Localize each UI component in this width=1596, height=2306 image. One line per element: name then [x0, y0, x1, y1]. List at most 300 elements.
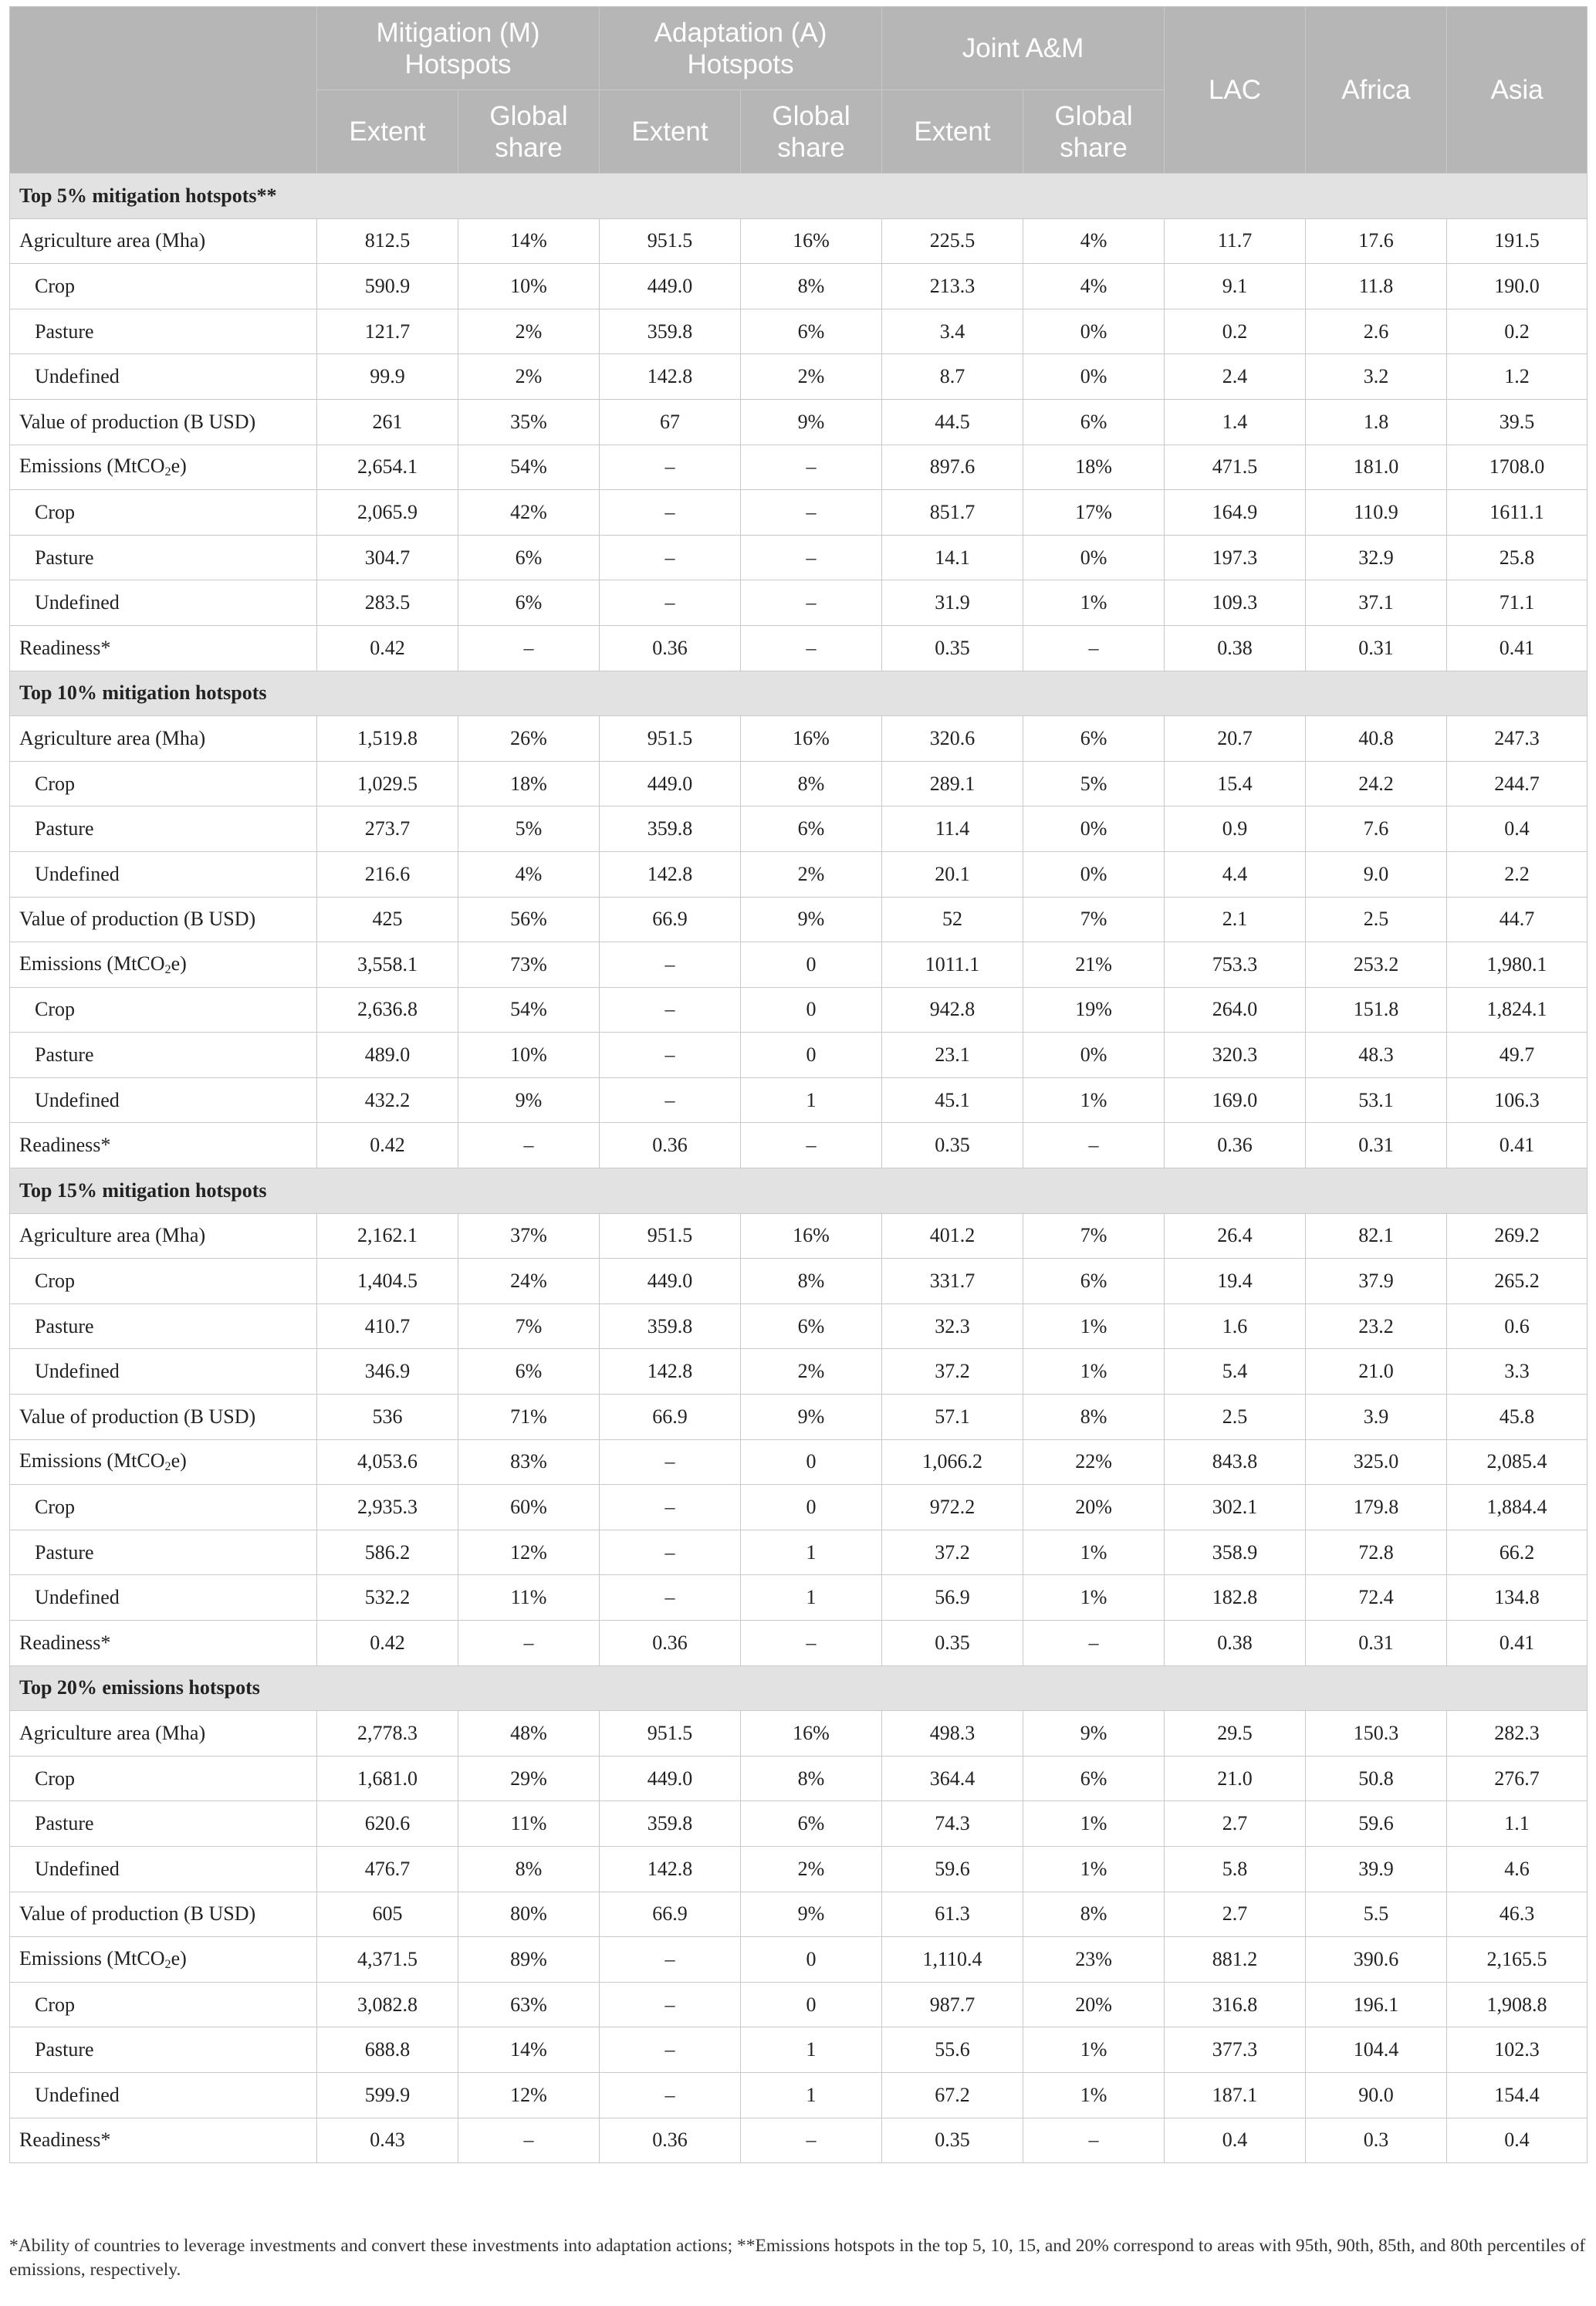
table-cell: 6%: [741, 1801, 882, 1847]
table-cell: –: [1023, 1123, 1165, 1168]
row-label: [10, 1077, 317, 1123]
table-cell: 2,935.3: [317, 1485, 458, 1530]
table-cell: 197.3: [1165, 535, 1306, 580]
row-label: [10, 1213, 317, 1259]
table-cell: –: [741, 580, 882, 626]
table-cell: 0.4: [1165, 2118, 1306, 2163]
row-label: [10, 851, 317, 897]
table-cell: 0.41: [1447, 625, 1588, 671]
table-cell: 498.3: [882, 1711, 1023, 1757]
row-label: [10, 1937, 317, 1983]
table-row: [10, 806, 1588, 852]
table-cell: 17.6: [1306, 218, 1447, 264]
table-cell: 244.7: [1447, 761, 1588, 806]
row-label-suffix: e): [171, 1449, 187, 1473]
table-cell: 56.9: [882, 1575, 1023, 1621]
table-row: [10, 490, 1588, 536]
table-cell: 12%: [458, 2072, 600, 2118]
table-cell: –: [600, 1077, 741, 1123]
row-label-text: Pasture: [35, 320, 94, 343]
header-group-2: Joint A&M: [882, 7, 1165, 90]
table-cell: 44.7: [1447, 897, 1588, 942]
table-cell: –: [600, 445, 741, 490]
row-label: [10, 942, 317, 988]
table-cell: 282.3: [1447, 1711, 1588, 1757]
header-group-1: Adaptation (A) Hotspots: [600, 7, 882, 90]
table-cell: 57.1: [882, 1395, 1023, 1440]
table-cell: –: [600, 2072, 741, 2118]
header-subcolumn-2-1: Global share: [1023, 90, 1165, 174]
table-cell: 532.2: [317, 1575, 458, 1621]
table-cell: 304.7: [317, 535, 458, 580]
table-cell: 6%: [741, 309, 882, 354]
table-cell: 688.8: [317, 2027, 458, 2073]
table-cell: 951.5: [600, 1711, 741, 1757]
table-cell: –: [458, 625, 600, 671]
table-cell: 1.8: [1306, 399, 1447, 445]
table-cell: 3,082.8: [317, 1982, 458, 2027]
row-label-text: Undefined: [35, 1360, 120, 1383]
table-cell: 1: [741, 2027, 882, 2073]
row-label-text: Agriculture area (Mha): [19, 229, 206, 252]
table-cell: 7%: [458, 1303, 600, 1349]
row-label: [10, 1846, 317, 1892]
table-cell: –: [741, 2118, 882, 2163]
table-cell: 181.0: [1306, 445, 1447, 490]
table-cell: 449.0: [600, 264, 741, 309]
table-row: [10, 716, 1588, 762]
table-cell: 12%: [458, 1530, 600, 1575]
table-cell: 72.4: [1306, 1575, 1447, 1621]
table-cell: 11%: [458, 1801, 600, 1847]
table-cell: 182.8: [1165, 1575, 1306, 1621]
row-label: [10, 1530, 317, 1575]
table-cell: 0.6: [1447, 1303, 1588, 1349]
table-cell: 37.9: [1306, 1259, 1447, 1304]
row-label-text: Undefined: [35, 1857, 120, 1880]
table-cell: 8%: [741, 761, 882, 806]
table-cell: 359.8: [600, 1303, 741, 1349]
table-cell: 16%: [741, 716, 882, 762]
table-cell: 121.7: [317, 309, 458, 354]
table-cell: –: [458, 1621, 600, 1666]
section-header-row: [10, 174, 1588, 219]
table-cell: 54%: [458, 445, 600, 490]
table-cell: 1,029.5: [317, 761, 458, 806]
table-cell: 1: [741, 2072, 882, 2118]
table-row: [10, 851, 1588, 897]
table-cell: 390.6: [1306, 1937, 1447, 1983]
table-cell: 0.35: [882, 1123, 1023, 1168]
row-label-text: Pasture: [35, 1812, 94, 1835]
table-cell: –: [600, 987, 741, 1033]
table-cell: 14.1: [882, 535, 1023, 580]
header-subcolumn-2-0: Extent: [882, 90, 1023, 174]
table-cell: 897.6: [882, 445, 1023, 490]
header-subcolumn-0-1: Global share: [458, 90, 600, 174]
table-cell: 605: [317, 1892, 458, 1937]
table-cell: –: [600, 1530, 741, 1575]
header-label-column: [10, 7, 317, 174]
row-label-subscript: 2: [164, 465, 171, 479]
row-label-text: Value of production (B USD): [19, 1902, 256, 1926]
table-cell: 1%: [1023, 580, 1165, 626]
table-cell: 2.7: [1165, 1801, 1306, 1847]
table-cell: 0: [741, 942, 882, 988]
table-cell: –: [600, 535, 741, 580]
table-cell: 2.2: [1447, 851, 1588, 897]
table-cell: 8%: [741, 264, 882, 309]
table-cell: 9%: [1023, 1711, 1165, 1757]
table-cell: 142.8: [600, 851, 741, 897]
table-cell: 216.6: [317, 851, 458, 897]
row-label: [10, 1756, 317, 1801]
table-cell: 0.42: [317, 625, 458, 671]
table-cell: 6%: [741, 1303, 882, 1349]
row-label: [10, 580, 317, 626]
table-cell: 449.0: [600, 1756, 741, 1801]
table-cell: 72.8: [1306, 1530, 1447, 1575]
table-cell: 6%: [1023, 1756, 1165, 1801]
table-cell: 359.8: [600, 1801, 741, 1847]
table-cell: 264.0: [1165, 987, 1306, 1033]
table-cell: 4%: [1023, 264, 1165, 309]
table-row: [10, 445, 1588, 490]
table-cell: 179.8: [1306, 1485, 1447, 1530]
table-cell: 37.2: [882, 1349, 1023, 1395]
table-cell: 106.3: [1447, 1077, 1588, 1123]
table-cell: 44.5: [882, 399, 1023, 445]
table-cell: 377.3: [1165, 2027, 1306, 2073]
table-cell: –: [741, 535, 882, 580]
table-row: [10, 1439, 1588, 1485]
table-cell: –: [741, 1123, 882, 1168]
table-cell: 40.8: [1306, 716, 1447, 762]
row-label-text: Agriculture area (Mha): [19, 1721, 206, 1744]
table-cell: 4.4: [1165, 851, 1306, 897]
table-cell: 1611.1: [1447, 490, 1588, 536]
table-cell: –: [458, 1123, 600, 1168]
table-cell: 987.7: [882, 1982, 1023, 2027]
row-label-text: Pasture: [35, 1314, 94, 1337]
row-label: [10, 625, 317, 671]
table-cell: 16%: [741, 1711, 882, 1757]
table-cell: 6%: [458, 1349, 600, 1395]
section-title: Top 15% mitigation hotspots: [10, 1168, 1588, 1214]
table-cell: –: [600, 1937, 741, 1983]
section-header-row: [10, 1665, 1588, 1711]
table-cell: –: [600, 1982, 741, 2027]
row-label-text: Undefined: [35, 1088, 120, 1111]
table-cell: 39.5: [1447, 399, 1588, 445]
table-cell: 2,654.1: [317, 445, 458, 490]
table-cell: 2.7: [1165, 1892, 1306, 1937]
row-label-text: Crop: [35, 1270, 75, 1293]
table-cell: 590.9: [317, 264, 458, 309]
table-cell: –: [741, 625, 882, 671]
table-cell: 45.1: [882, 1077, 1023, 1123]
section-header-row: [10, 671, 1588, 716]
table-cell: 0%: [1023, 851, 1165, 897]
table-cell: 1,681.0: [317, 1756, 458, 1801]
table-cell: 0%: [1023, 354, 1165, 400]
table-cell: 7%: [1023, 897, 1165, 942]
table-cell: 4,053.6: [317, 1439, 458, 1485]
table-cell: 48%: [458, 1711, 600, 1757]
table-row: [10, 1485, 1588, 1530]
row-label-subscript: 2: [164, 962, 171, 976]
row-label: [10, 264, 317, 309]
table-row: [10, 1303, 1588, 1349]
row-label-text: Pasture: [35, 817, 94, 840]
row-label: [10, 761, 317, 806]
table-cell: 150.3: [1306, 1711, 1447, 1757]
section-title: Top 5% mitigation hotspots**: [10, 174, 1588, 219]
table-row: [10, 2072, 1588, 2118]
table-cell: –: [600, 1485, 741, 1530]
table-cell: 9%: [741, 897, 882, 942]
row-label-text: Undefined: [35, 1586, 120, 1609]
table-cell: 489.0: [317, 1033, 458, 1078]
table-cell: 1.4: [1165, 399, 1306, 445]
table-cell: 0.4: [1447, 2118, 1588, 2163]
table-row: [10, 1259, 1588, 1304]
table-cell: 0: [741, 1439, 882, 1485]
table-cell: 1,066.2: [882, 1439, 1023, 1485]
table-cell: 74.3: [882, 1801, 1023, 1847]
table-cell: 843.8: [1165, 1439, 1306, 1485]
table-cell: 269.2: [1447, 1213, 1588, 1259]
table-cell: 9%: [741, 399, 882, 445]
table-cell: 11.8: [1306, 264, 1447, 309]
table-cell: 26.4: [1165, 1213, 1306, 1259]
table-cell: 346.9: [317, 1349, 458, 1395]
table-cell: 881.2: [1165, 1937, 1306, 1983]
table-cell: 1: [741, 1575, 882, 1621]
row-label-text: Pasture: [35, 1540, 94, 1564]
row-label-text: Agriculture area (Mha): [19, 726, 206, 749]
header-subcolumn-0-0: Extent: [317, 90, 458, 174]
table-cell: 5.8: [1165, 1846, 1306, 1892]
table-cell: –: [600, 1033, 741, 1078]
table-row: [10, 1033, 1588, 1078]
table-cell: 18%: [1023, 445, 1165, 490]
table-cell: 19%: [1023, 987, 1165, 1033]
table-cell: 1,884.4: [1447, 1485, 1588, 1530]
table-cell: 1.6: [1165, 1303, 1306, 1349]
table-cell: 6%: [1023, 1259, 1165, 1304]
header-row-groups: [10, 7, 1588, 90]
table-header: [10, 7, 1588, 174]
table-cell: 37%: [458, 1213, 600, 1259]
table-cell: 99.9: [317, 354, 458, 400]
row-label-text: Undefined: [35, 365, 120, 388]
table-cell: 471.5: [1165, 445, 1306, 490]
table-cell: 0%: [1023, 1033, 1165, 1078]
table-cell: 23.1: [882, 1033, 1023, 1078]
table-cell: 4%: [458, 851, 600, 897]
header-group-0: Mitigation (M) Hotspots: [317, 7, 600, 90]
table-cell: 1%: [1023, 1349, 1165, 1395]
table-cell: –: [600, 490, 741, 536]
table-cell: 0.36: [600, 625, 741, 671]
table-row: [10, 1801, 1588, 1847]
table-cell: 45.8: [1447, 1395, 1588, 1440]
table-cell: 213.3: [882, 264, 1023, 309]
table-row: [10, 580, 1588, 626]
row-label: [10, 1892, 317, 1937]
table-cell: 5%: [1023, 761, 1165, 806]
table-cell: 196.1: [1306, 1982, 1447, 2027]
table-cell: 8%: [458, 1846, 600, 1892]
table-cell: 0.4: [1447, 806, 1588, 852]
table-cell: 0.43: [317, 2118, 458, 2163]
table-cell: 0.3: [1306, 2118, 1447, 2163]
table-cell: 0.38: [1165, 625, 1306, 671]
table-cell: 753.3: [1165, 942, 1306, 988]
table-row: [10, 1213, 1588, 1259]
table-cell: 23%: [1023, 1937, 1165, 1983]
table-cell: 39.9: [1306, 1846, 1447, 1892]
table-cell: 0.42: [317, 1621, 458, 1666]
table-cell: 21%: [1023, 942, 1165, 988]
row-label-subscript: 2: [164, 1957, 171, 1971]
table-cell: –: [1023, 1621, 1165, 1666]
table-cell: 289.1: [882, 761, 1023, 806]
row-label: [10, 1123, 317, 1168]
row-label: [10, 1349, 317, 1395]
row-label-text: Readiness*: [19, 636, 111, 659]
table-cell: 2%: [741, 1846, 882, 1892]
row-label: [10, 1711, 317, 1757]
table-cell: 151.8: [1306, 987, 1447, 1033]
table-cell: 6%: [741, 806, 882, 852]
table-cell: 2%: [741, 354, 882, 400]
table-cell: 972.2: [882, 1485, 1023, 1530]
table-cell: 24%: [458, 1259, 600, 1304]
table-cell: –: [741, 445, 882, 490]
table-cell: 331.7: [882, 1259, 1023, 1304]
table-cell: 1,110.4: [882, 1937, 1023, 1983]
table-cell: 951.5: [600, 1213, 741, 1259]
table-cell: 0.36: [1165, 1123, 1306, 1168]
table-cell: 102.3: [1447, 2027, 1588, 2073]
row-label: [10, 1395, 317, 1440]
table-cell: –: [600, 2027, 741, 2073]
row-label-text: Pasture: [35, 546, 94, 569]
table-cell: 32.3: [882, 1303, 1023, 1349]
table-cell: 2%: [741, 851, 882, 897]
table-cell: –: [600, 1575, 741, 1621]
row-label: [10, 535, 317, 580]
table-cell: 66.9: [600, 897, 741, 942]
table-cell: 6%: [1023, 399, 1165, 445]
table-row: [10, 897, 1588, 942]
table-cell: 2%: [741, 1349, 882, 1395]
section-header-row: [10, 1168, 1588, 1214]
table-cell: –: [741, 1621, 882, 1666]
table-cell: 320.6: [882, 716, 1023, 762]
table-cell: 71.1: [1447, 580, 1588, 626]
row-label-text: Crop: [35, 274, 75, 297]
header-region-1: Africa: [1306, 7, 1447, 174]
table-cell: 851.7: [882, 490, 1023, 536]
table-cell: 2.5: [1306, 897, 1447, 942]
row-label-text: Crop: [35, 500, 75, 523]
table-cell: 110.9: [1306, 490, 1447, 536]
table-row: [10, 399, 1588, 445]
table-cell: 16%: [741, 218, 882, 264]
table-row: [10, 1621, 1588, 1666]
table-cell: 449.0: [600, 761, 741, 806]
table-cell: 0%: [1023, 309, 1165, 354]
row-label-text: Readiness*: [19, 1631, 111, 1654]
table-cell: 104.4: [1306, 2027, 1447, 2073]
row-label-text: Crop: [35, 998, 75, 1021]
table-row: [10, 625, 1588, 671]
table-cell: 302.1: [1165, 1485, 1306, 1530]
table-cell: 1%: [1023, 1575, 1165, 1621]
table-cell: 0%: [1023, 806, 1165, 852]
table-cell: 61.3: [882, 1892, 1023, 1937]
table-cell: 359.8: [600, 806, 741, 852]
row-label: [10, 1259, 317, 1304]
row-label-text: Crop: [35, 1496, 75, 1519]
row-label-suffix: e): [171, 952, 187, 975]
table-cell: 53.1: [1306, 1077, 1447, 1123]
table-cell: 4.6: [1447, 1846, 1588, 1892]
table-cell: 6%: [458, 535, 600, 580]
table-cell: 0: [741, 1033, 882, 1078]
row-label: [10, 1485, 317, 1530]
row-label-text: Pasture: [35, 2038, 94, 2061]
table-row: [10, 1982, 1588, 2027]
table-cell: 3.4: [882, 309, 1023, 354]
section-title: Top 10% mitigation hotspots: [10, 671, 1588, 716]
table-cell: 5%: [458, 806, 600, 852]
table-cell: 29%: [458, 1756, 600, 1801]
table-cell: 0.31: [1306, 1123, 1447, 1168]
table-cell: 0.2: [1447, 309, 1588, 354]
table-footnote: *Ability of countries to leverage investments and convert these investments into adaptation actions; **Emissions hotspots in the top 5, 10, 15, and 20% correspond to areas with 95th, 90th, 85th, and 80th percentiles of emissions, respectively.: [9, 2236, 1586, 2280]
table-row: [10, 1711, 1588, 1757]
table-cell: 2,778.3: [317, 1711, 458, 1757]
table-cell: –: [1023, 625, 1165, 671]
table-cell: 37.2: [882, 1530, 1023, 1575]
table-cell: 21.0: [1306, 1349, 1447, 1395]
row-label-text: Emissions (MtCO: [19, 1449, 165, 1473]
table-cell: 32.9: [1306, 535, 1447, 580]
table-cell: 276.7: [1447, 1756, 1588, 1801]
row-label: [10, 897, 317, 942]
section-title: Top 20% emissions hotspots: [10, 1665, 1588, 1711]
table-cell: 20%: [1023, 1982, 1165, 2027]
table-row: [10, 942, 1588, 988]
table-cell: 6%: [458, 580, 600, 626]
table-cell: 169.0: [1165, 1077, 1306, 1123]
table-cell: 59.6: [882, 1846, 1023, 1892]
table-cell: 425: [317, 897, 458, 942]
table-cell: 66.9: [600, 1395, 741, 1440]
table-cell: 0%: [1023, 535, 1165, 580]
table-cell: 0: [741, 1937, 882, 1983]
table-cell: 9.0: [1306, 851, 1447, 897]
hotspots-table: [9, 6, 1588, 2163]
table-row: [10, 354, 1588, 400]
table-cell: 0.36: [600, 2118, 741, 2163]
table-row: [10, 1123, 1588, 1168]
table-cell: 21.0: [1165, 1756, 1306, 1801]
